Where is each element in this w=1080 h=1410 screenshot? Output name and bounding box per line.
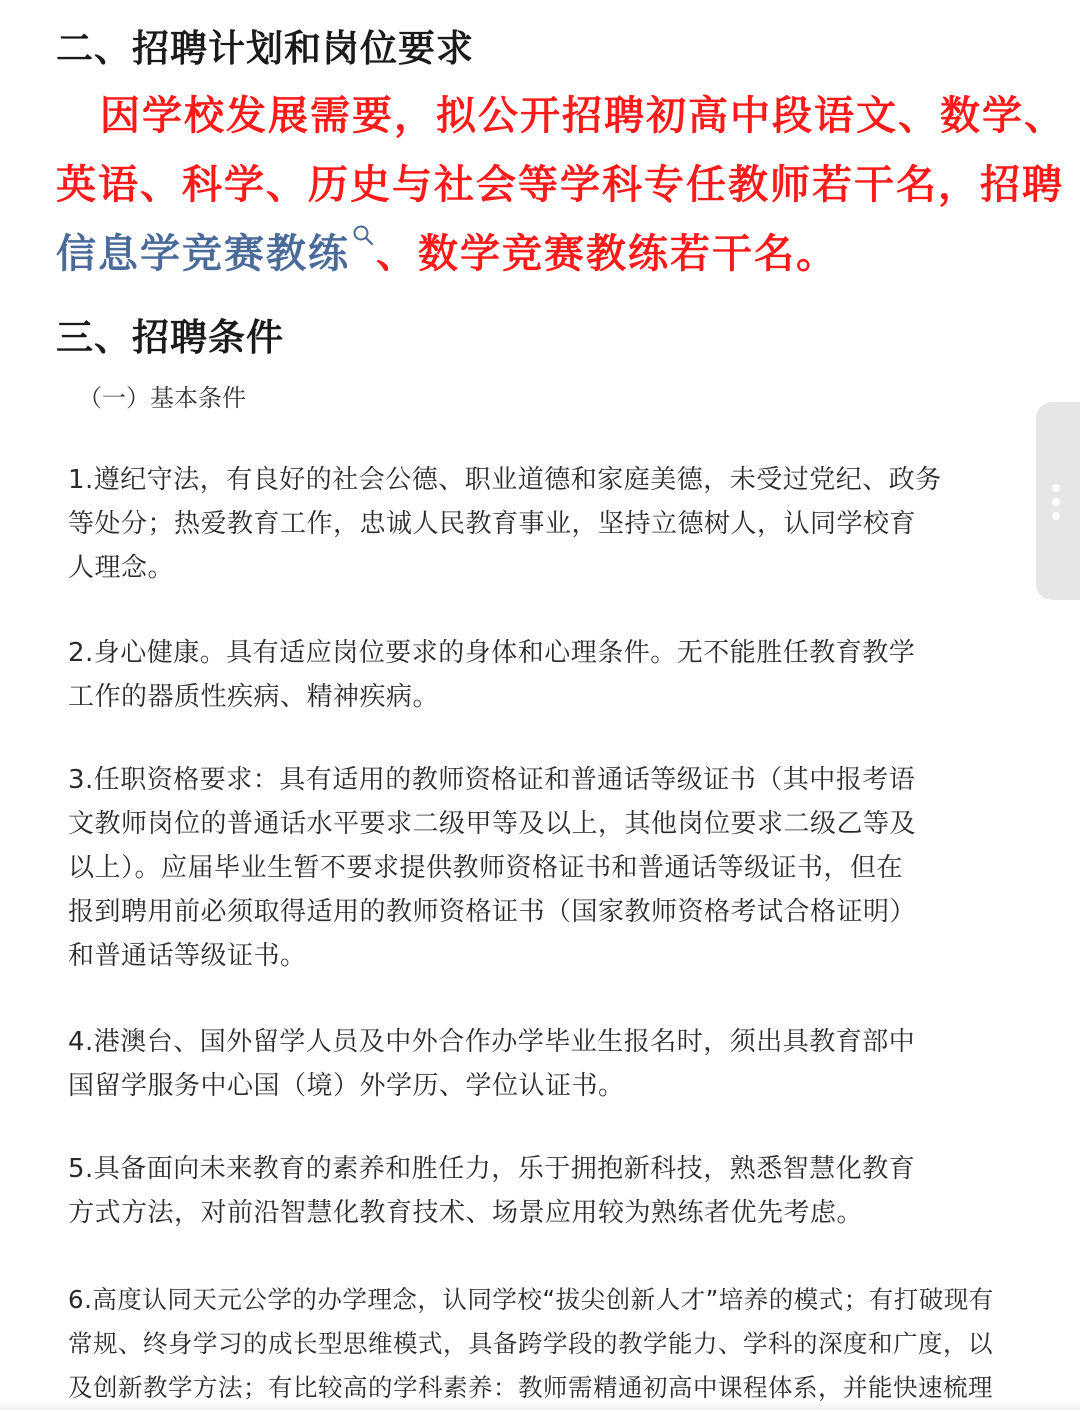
- item-line: 及创新教学方法；有比较高的学科素养：教师需精通初高中课程体系，并能快速梳理: [68, 1373, 993, 1402]
- item-line: 2.身心健康。具有适应岗位要求的身体和心理条件。无不能胜任教育教学: [68, 638, 916, 668]
- condition-item-6: [68, 1278, 1018, 1410]
- section2-heading: 二、招聘计划和岗位要求: [56, 27, 474, 70]
- more-vertical-icon: [1052, 512, 1060, 520]
- item-line: 和普通话等级证书。: [68, 941, 307, 971]
- more-vertical-icon: [1052, 498, 1060, 506]
- bottom-edge: [0, 1402, 1080, 1410]
- condition-item-2: [68, 631, 1018, 719]
- plan-line-2: 英语、科学、历史与社会等学科专任教师若干名，招聘: [56, 162, 1064, 208]
- plan-line-3-tail: 、数学竞赛教练若干名。: [376, 231, 838, 277]
- condition-item-1: [68, 458, 1018, 590]
- recruitment-plan-paragraph: [56, 82, 1066, 289]
- item-line: 报到聘用前必须取得适用的教师资格证书（国家教师资格考试合格证明）: [68, 897, 917, 927]
- item-line: 等处分；热爱教育工作，忠诚人民教育事业，坚持立德树人，认同学校育: [68, 509, 917, 539]
- condition-item-3: [68, 758, 1018, 978]
- item-line: 方式方法，对前沿智慧化教育技术、场景应用较为熟练者优先考虑。: [68, 1198, 864, 1228]
- side-menu-handle[interactable]: [1036, 402, 1080, 600]
- item-line: 文教师岗位的普通话水平要求二级甲等及以上，其他岗位要求二级乙等及: [68, 809, 917, 839]
- plan-line-3: [56, 220, 1036, 289]
- item-line: 人理念。: [68, 553, 175, 583]
- item-line: 3.任职资格要求：具有适用的教师资格证和普通话等级证书（其中报考语: [68, 765, 916, 795]
- item-line: 4.港澳台、国外留学人员及中外合作办学毕业生报名时，须出具教育部中: [68, 1027, 916, 1057]
- item-line: 工作的器质性疾病、精神疾病。: [68, 682, 440, 712]
- item-line: 常规、终身学习的成长型思维模式，具备跨学段的教学能力、学科的深度和广度，以: [68, 1329, 993, 1358]
- plan-line-1: 因学校发展需要，拟公开招聘初高中段语文、数学、: [100, 93, 1066, 139]
- item-line: 5.具备面向未来教育的素养和胜任力，乐于拥抱新科技，熟悉智慧化教育: [68, 1154, 916, 1184]
- basic-conditions-subheading: （一）基本条件: [78, 384, 246, 412]
- condition-item-5: [68, 1147, 1018, 1235]
- search-icon[interactable]: [350, 220, 376, 260]
- item-line: 国留学服务中心国（境）外学历、学位认证书。: [68, 1071, 625, 1101]
- more-vertical-icon: [1052, 484, 1060, 492]
- item-line: 1.遵纪守法，有良好的社会公德、职业道德和家庭美德，未受过党纪、政务: [68, 465, 942, 495]
- section3-heading: 三、招聘条件: [56, 316, 284, 359]
- condition-item-4: [68, 1020, 1018, 1108]
- item-line: 6.高度认同天元公学的办学理念，认同学校“拔尖创新人才”培养的模式；有打破现有: [68, 1285, 994, 1314]
- informatics-coach-link[interactable]: 信息学竞赛教练: [56, 231, 350, 277]
- item-line: 以上）。应届毕业生暂不要求提供教师资格证书和普通话等级证书，但在: [68, 853, 904, 883]
